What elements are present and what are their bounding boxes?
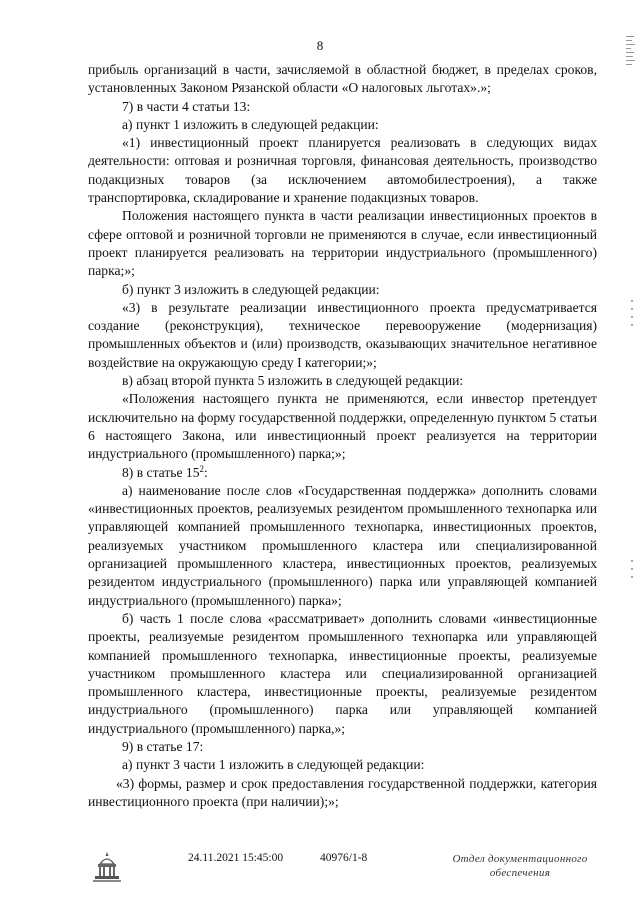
paragraph: б) пункт 3 изложить в следующей редакции: xyxy=(122,281,380,297)
superscript: 2 xyxy=(199,463,205,474)
page-number: 8 xyxy=(316,38,324,53)
paragraph: «3) формы, размер и срок предоставления государственной поддержки, категория инвестиционного проекта (при наличии);»; xyxy=(88,775,597,809)
scan-edge-dots xyxy=(631,300,634,332)
paragraph: а) наименование после слов «Государственная поддержка» дополнить словами «инвестиционных проектов, реализуемых резидентом промышленного технопарка или управляющей компанией промышленного технопарка, инвестиционных проектов, реализуемых участником промышленного кластера или специализированной организацией промышленного кластера, инвестиционных проектов, реализуемых резидентом индустриального (промышленного) парка или управляющей компанией индустриального (промышленного) парка»; xyxy=(88,482,597,608)
paragraph: «Положения настоящего пункта не применяются, если инвестор претендует исключительно на форму государственной поддержки, определенную пунктом 5 статьи 6 настоящего Закона, или инвестиционный проект реализуется на территории индустриального (промышленного) парка;»; xyxy=(88,391,597,462)
department-line: обеспечения xyxy=(489,867,551,879)
paragraph: а) пункт 1 изложить в следующей редакции: xyxy=(122,116,379,132)
paragraph: Положения настоящего пункта в части реализации инвестиционных проектов в сфере оптовой и розничной торговли не применяются в случае, если инвестиционный проект планируется реализовать на территории индустриального (промышленного) парка;»; xyxy=(88,208,597,279)
scan-edge-dots xyxy=(631,560,634,584)
footer-document-number: 40976/1-8 xyxy=(320,852,368,864)
paragraph-heading xyxy=(88,464,597,482)
footer-timestamp: 24.11.2021 15:45:00 xyxy=(188,852,284,864)
paragraph: прибыль организаций в части, зачисляемой в областной бюджет, в пределах сроков, установленных Законом Рязанской области «О налоговых льготах».»; xyxy=(88,62,597,96)
paragraph: 7) в части 4 статьи 13: xyxy=(122,98,251,114)
department-line: Отдел документационного xyxy=(452,853,588,865)
paragraph: «3) в результате реализации инвестиционного проекта предусматривается создание (реконструкция), техническое перевооружение (модернизация) промышленных объектов и (или) производств, оказывающих значительное негативное воздействие на окружающую среду I категории;»; xyxy=(88,299,597,370)
paragraph: а) пункт 3 части 1 изложить в следующей редакции: xyxy=(122,757,425,773)
heading-colon: : xyxy=(204,464,208,480)
heading-text: 8) в статье 15 xyxy=(122,464,200,480)
paragraph: 9) в статье 17: xyxy=(122,738,204,754)
page-footer xyxy=(0,850,640,890)
regional-emblem-icon xyxy=(92,850,122,887)
paragraph: в) абзац второй пункта 5 изложить в следующей редакции: xyxy=(122,373,464,389)
document-body xyxy=(88,61,597,811)
paragraph: б) часть 1 после слова «рассматривает» дополнить словами «инвестиционные проекты, реализуемые резидентом промышленного технопарка или управляющей компанией промышленного технопарка, инвестиционные проекты, реализуемые участником промышленного кластера или специализированной организацией промышленного кластера, инвестиционные проекты, реализуемые резидентом индустриального (промышленного) парка или управляющей компанией индустриального (промышленного) парка,»; xyxy=(88,610,597,736)
footer-department-stamp xyxy=(440,852,600,880)
paragraph: «1) инвестиционный проект планируется реализовать в следующих видах деятельности: оптовая и розничная торговля, финансовая деятельность, производство подакцизных товаров (за исключением автомобилестроения), а также транспортировка, складирование и хранение подакцизных товаров. xyxy=(88,135,597,206)
scan-edge-marks xyxy=(626,36,636,186)
